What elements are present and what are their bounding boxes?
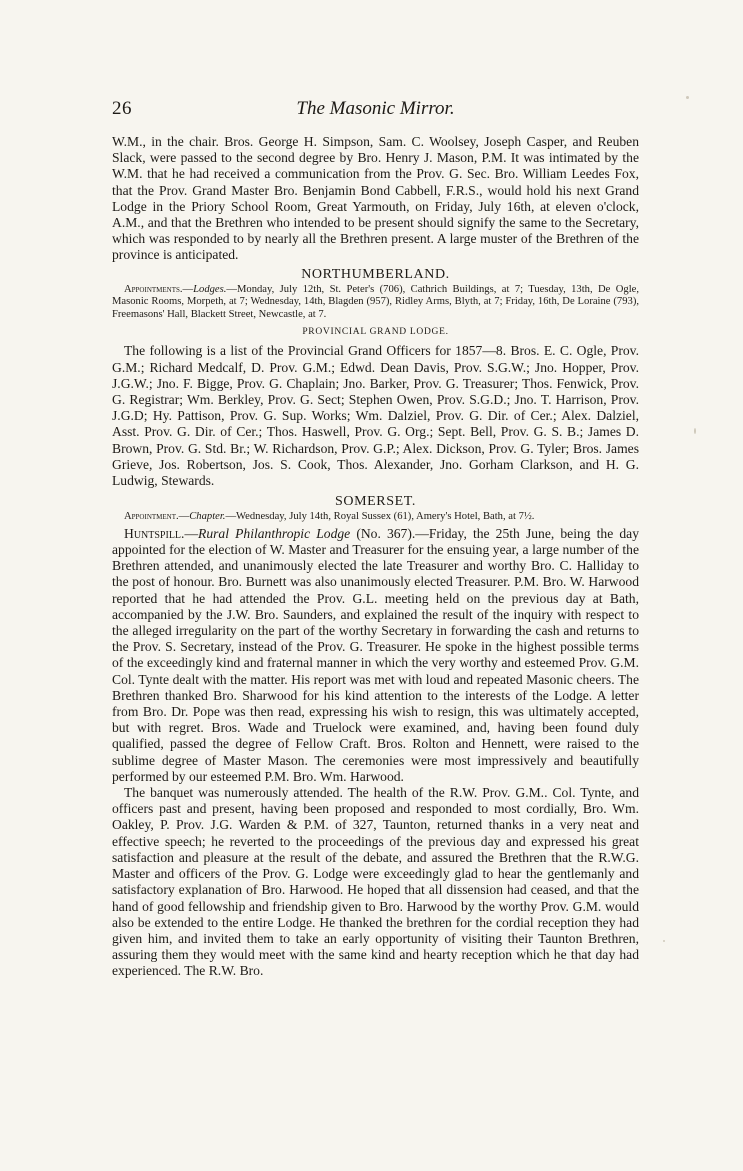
paper-speck <box>663 940 665 942</box>
page-number: 26 <box>112 98 132 119</box>
somerset-appointment: Appointment.—Chapter.—Wednesday, July 14th, Royal Sussex (61), Amery's Hotel, Bath, at 7½. <box>124 511 535 523</box>
appointment-label: Appointment. <box>124 511 179 523</box>
huntspill-report-text: (No. 367).—Friday, the 25th June, being the day appointed for the election of W. Master and Treasurer for the ensuing year, a large number of the Brethren attended, and unanimously elected the late Treasurer and worthy Bro. C. Halliday to the post of honour. Bro. Burnett was also unanimously elected Treasurer. P.M. Bro. W. Harwood reported that he had attended the Prov. G.L. meeting held on the previous day at Bath, accompanied by the J.W. Bro. Saunders, and explained the result of the inquiry with respect to the alleged irregularity on the part of the worthy Secretary in forwarding the cash and returns to the Prov. S. Secretary, instead of the Prov. G. Treasurer. He spoke in the highest possible terms of the exceedingly kind and fraternal manner in which the very worthy and esteemed Prov. G.M. Col. Tynte dealt with the matter. His report was met with loud and repeated Masonic cheers. The Brethren thanked Bro. Sharwood for his kind attention to the interests of the Lodge. A letter from Bro. Dr. Pope was then read, expressing his wish to resign, this was ultimately accepted, but with regret. Bros. Wade and Truelock were examined, and, having been found duly qualified, passed the degree of Fellow Craft. Bros. Rolton and Hennett, were raised to the sublime degree of Master Mason. The ceremonies were most impressively and beautifully performed by our esteemed P.M. Bro. Wm. Harwood. <box>112 525 639 784</box>
northumberland-appointments: Appointments.—Lodges.—Monday, July 12th, St. Peter's (706), Cathrich Buildings, at 7; Tuesday, 13th, De Ogle, Masonic Rooms, Morpeth, at 7; Wednesday, 14th, Blagden (957), Ridley Arms, Blyth, at 7; Friday, 16th, De Loraine (793), Freemasons' Hall, Blackett Street, Newcastle, at 7. <box>112 283 639 320</box>
appointments-kind: Lodges. <box>193 283 227 295</box>
paper-speck <box>686 96 689 99</box>
journal-title: The Masonic Mirror. <box>296 98 455 119</box>
appointment-text: —Wednesday, July 14th, Royal Sussex (61), Amery's Hotel, Bath, at 7½. <box>225 511 535 523</box>
subheading-provincial-grand-lodge: PROVINCIAL GRAND LODGE. <box>302 327 449 338</box>
running-head <box>112 98 639 120</box>
section-heading-northumberland: NORTHUMBERLAND. <box>301 266 450 282</box>
paper-speck <box>694 428 696 434</box>
article-body <box>112 134 639 980</box>
huntspill-report-paragraph: Huntspill.—Rural Philanthropic Lodge (No. 367).—Friday, the 25th June, being the day appointed for the election of W. Master and Treasurer for the ensuing year, a large number of the Brethren attended, and unanimously elected the late Treasurer and worthy Bro. C. Halliday to the post of honour. Bro. Burnett was also unanimously elected Treasurer. P.M. Bro. W. Harwood reported that he had attended the Prov. G.L. meeting held on the previous day at Bath, accompanied by the J.W. Bro. Saunders, and explained the result of the inquiry with respect to the alleged irregularity on the part of the worthy Secretary in forwarding the cash and returns to the Prov. S. Secretary, instead of the Prov. G. Treasurer. He spoke in the highest possible terms of the exceedingly kind and fraternal manner in which the very worthy and esteemed Prov. G.M. Col. Tynte dealt with the matter. His report was met with loud and repeated Masonic cheers. The Brethren thanked Bro. Sharwood for his kind attention to the interests of the Lodge. A letter from Bro. Dr. Pope was then read, expressing his wish to resign, this was ultimately accepted, but with regret. Bros. Wade and Truelock were examined, and, having been found duly qualified, passed the degree of Fellow Craft. Bros. Rolton and Hennett, were raised to the sublime degree of Master Mason. The ceremonies were most impressively and beautifully performed by our esteemed P.M. Bro. Wm. Harwood. <box>112 525 639 784</box>
appointment-kind: Chapter. <box>189 511 226 523</box>
norfolk-continuation-paragraph: W.M., in the chair. Bros. George H. Simpson, Sam. C. Woolsey, Joseph Casper, and Reuben Slack, were passed to the second degree by Bro. Henry J. Mason, P.M. It was intimated by the W.M. that he had received a communication from the Prov. G. Sec. Bro. William Leedes Fox, that the Prov. Grand Master Bro. Benjamin Bond Cabbell, F.R.S., would hold his next Grand Lodge in the Priory School Room, Great Yarmouth, on Friday, July 16th, at eleven o'clock, A.M., and that the Brethren who intended to be present should signify the same to the Secretary, which was responded to by nearly all the Brethren present. A large muster of the Brethren of the province is anticipated. <box>112 134 639 263</box>
banquet-paragraph: The banquet was numerously attended. The health of the R.W. Prov. G.M.. Col. Tynte, and officers past and present, having been proposed and responded to most cordially, Bro. Wm. Oakley, P. Prov. J.G. Warden & P.M. of 327, Taunton, returned thanks in a very neat and effective speech; he reverted to the proceedings of the previous day and expressed his great satisfaction and pleasure at the result of the debate, and assured the Brethren that the R.W.G. Master and officers of the Prov. G. Lodge were exceedingly glad to hear the gentlemanly and satisfactory explanation of Bro. Harwood. He hoped that all dissension had ceased, and that the hand of good fellowship and friendship given to Bro. Harwood by the worthy Prov. G.M. would also be extended to the entire Lodge. He thanked the brethren for the cordial reception they had given him, and invited them to take an early opportunity of visiting their Taunton Brethren, assuring them they would meet with the same kind and hearty reception which he that day had experienced. The R.W. Bro. <box>112 785 639 979</box>
provincial-officers-paragraph: The following is a list of the Provincial Grand Officers for 1857—8. Bros. E. C. Ogle, Prov. G.M.; Richard Medcalf, D. Prov. G.M.; Edwd. Dean Davis, Prov. S.G.W.; Jno. Hopper, Prov. J.G.W.; Jno. F. Bigge, Prov. G. Chaplain; Jno. Barker, Prov. G. Treasurer; Thos. Fenwick, Prov. G. Registrar; Wm. Berkley, Prov. G. Sect; Stephen Owen, Prov. S.G.D.; Jno. T. Harrison, Prov. J.G.D; Hy. Pattison, Prov. G. Sup. Works; Wm. Dalziel, Prov. G. Dir. of Cer.; Alex. Dalziel, Asst. Prov. G. Dir. of Cer.; Thos. Haswell, Prov. G. Org.; Sept. Bell, Prov. G. S. B.; James D. Brown, Prov. G. Std. Br.; W. Richardson, Prov. G.P.; Alex. Dickson, Prov. G. Tyler; Bros. James Grieve, Jos. Robertson, Jos. S. Cook, Thos. Alexander, Jno. Gorham Clarkson, and H. G. Ludwig, Stewards. <box>112 343 639 489</box>
place-name: Huntspill. <box>124 525 185 541</box>
appointments-label: Appointments. <box>124 283 183 295</box>
section-heading-somerset: SOMERSET. <box>335 494 416 510</box>
appointments-text: —Monday, July 12th, St. Peter's (706), Cathrich Buildings, at 7; Tuesday, 13th, De Ogle, Masonic Rooms, Morpeth, at 7; Wednesday, 14th, Blagden (957), Ridley Arms, Blyth, at 7; Friday, 16th, De Loraine (793), Freemasons' Hall, Blackett Street, Newcastle, at 7. <box>112 283 639 320</box>
lodge-name: Rural Philanthropic Lodge <box>198 525 351 541</box>
